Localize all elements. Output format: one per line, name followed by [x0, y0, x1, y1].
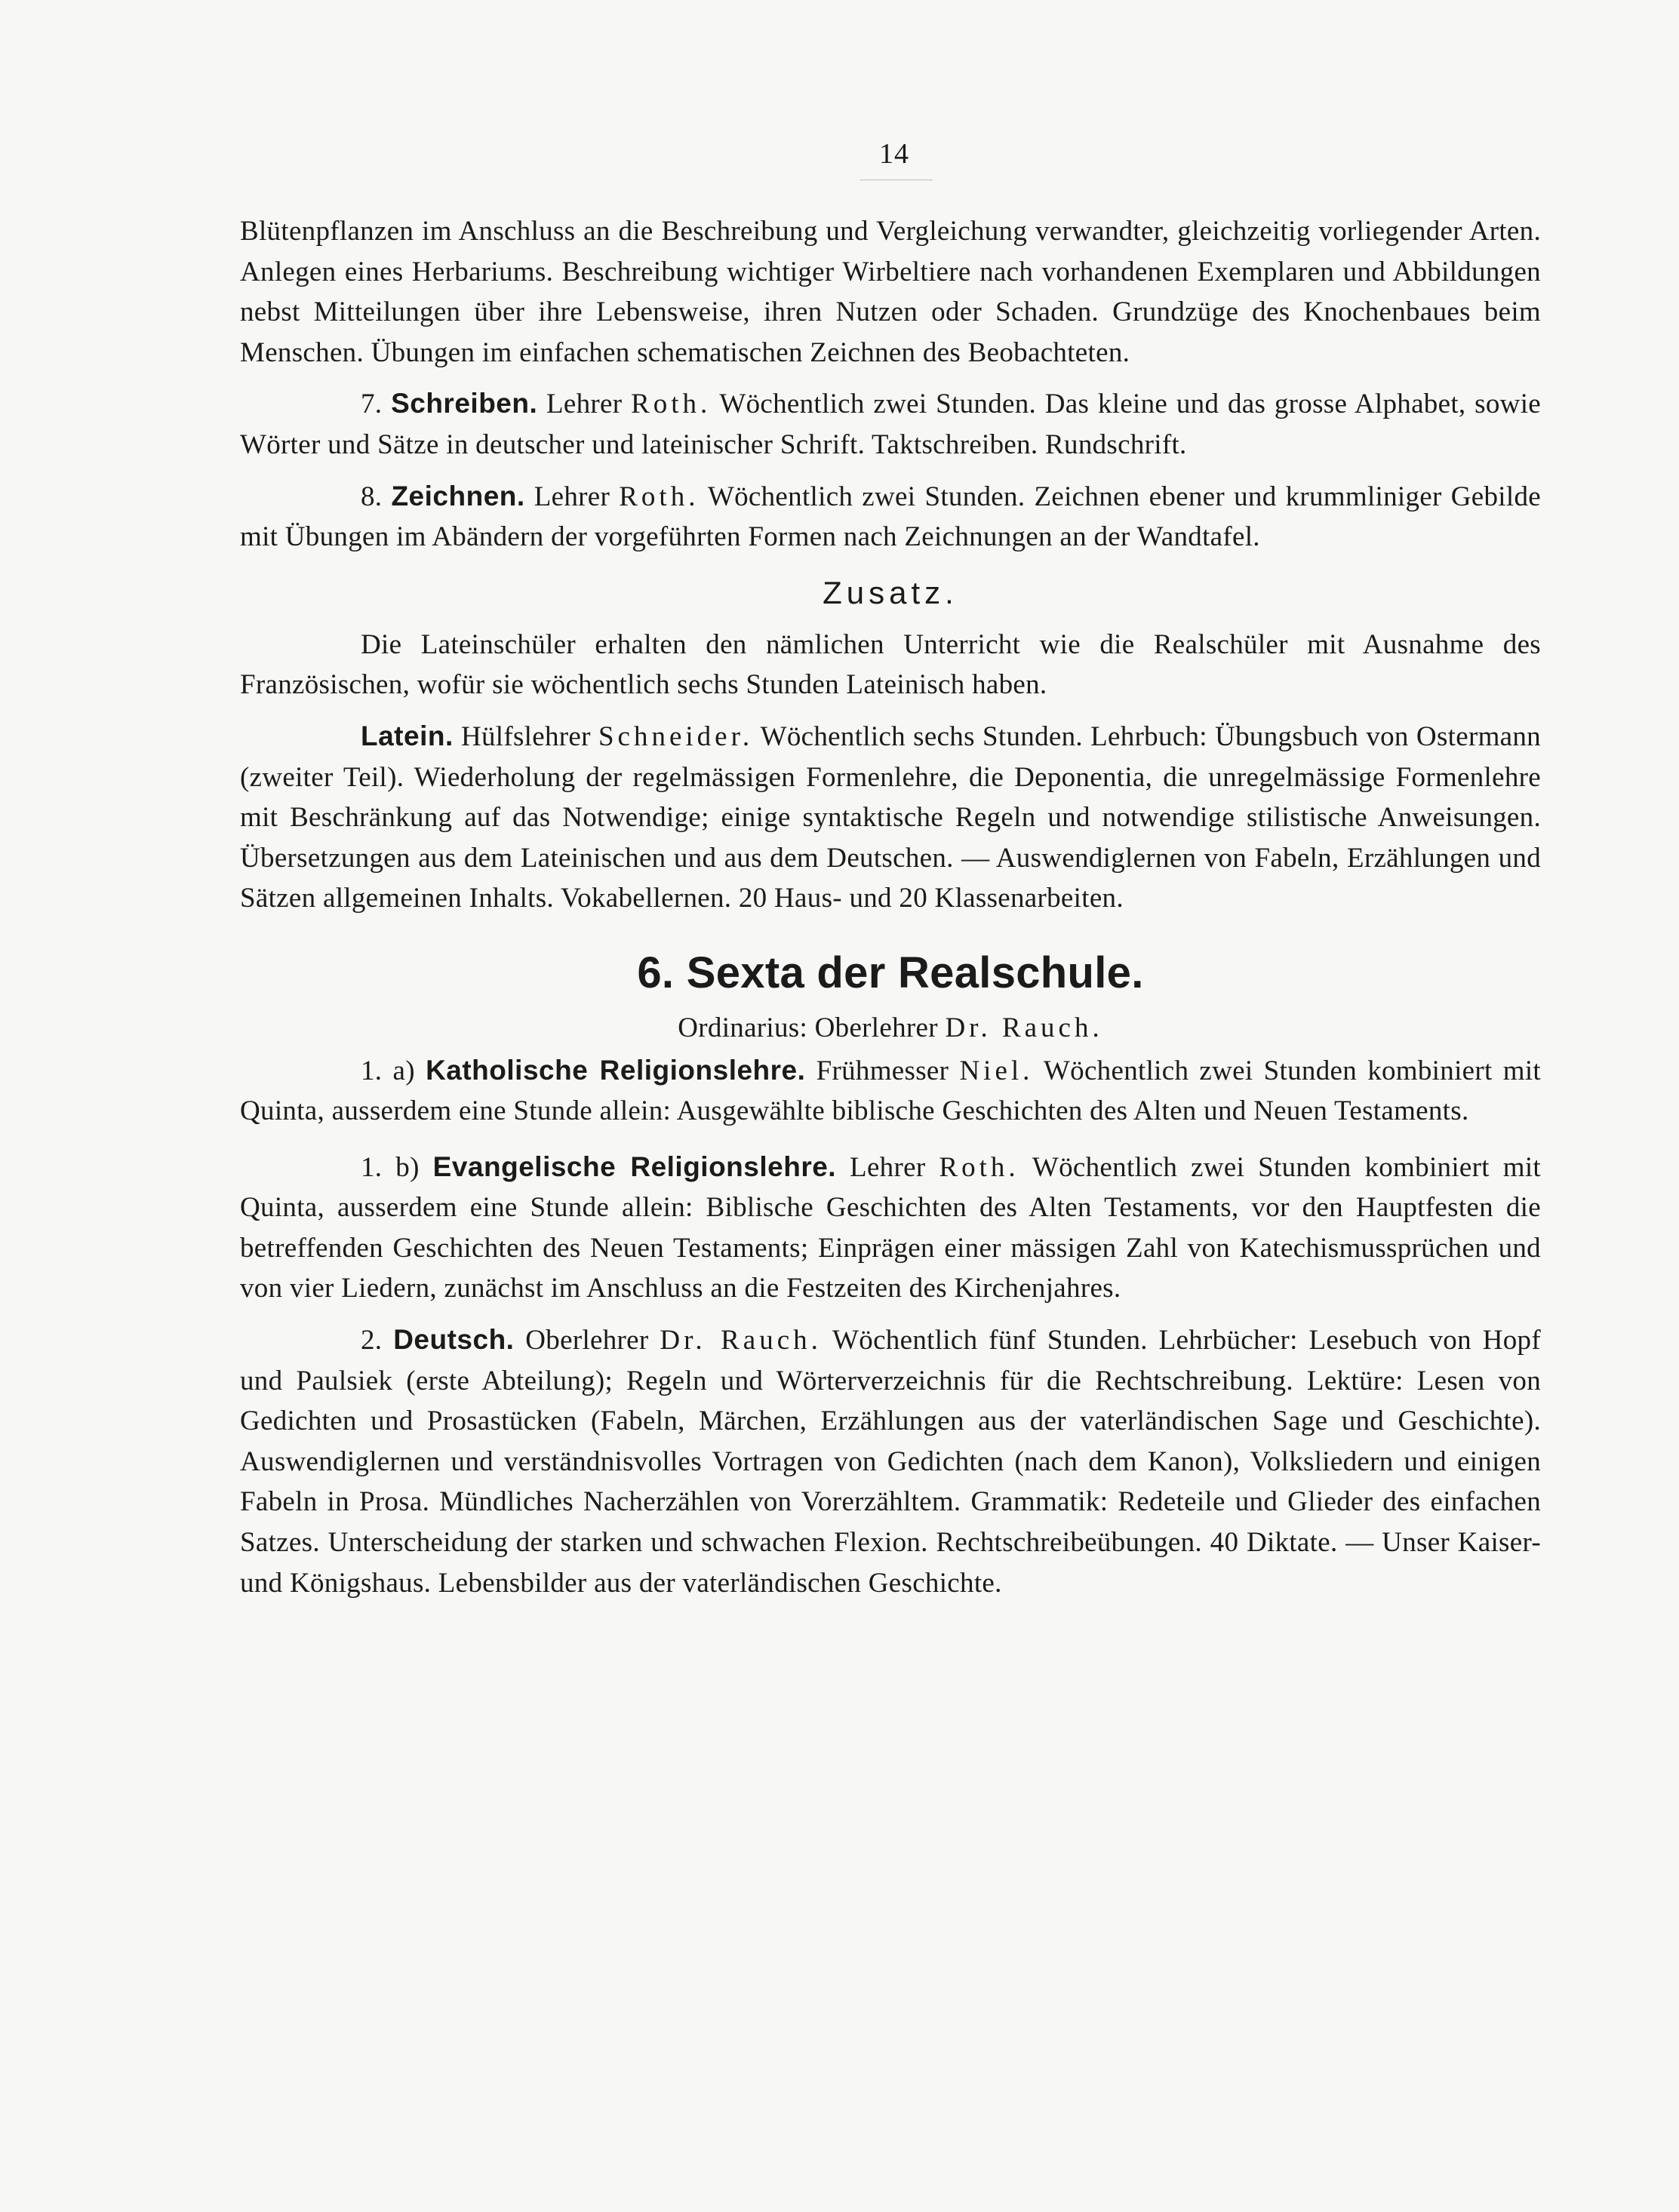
subject-title: Latein.: [361, 720, 454, 751]
subject-number: 7.: [361, 389, 383, 420]
subject-text: Wöchentlich zwei Stunden. Das kleine und das grosse Alphabet, sowie Wörter und Sätze in deutscher und lateinischer Schrift. Taktschreiben. Rundschrift.: [240, 389, 1541, 460]
subject-title: Deutsch.: [393, 1324, 515, 1356]
subject-latein: [240, 716, 1541, 919]
subject-evangelische-religion: [240, 1147, 1541, 1309]
teacher-name: Niel.: [959, 1055, 1034, 1086]
subject-text: Wöchentlich zwei Stunden kombiniert mit Quinta, ausserdem eine Stunde allein: Ausgewählte biblische Geschichten des Alten und Neuen Testaments.: [240, 1055, 1541, 1127]
subject-schreiben: [240, 383, 1541, 465]
ordinarius-line: [240, 1008, 1541, 1049]
subject-text: Wöchentlich fünf Stunden. Lehrbücher: Lesebuch von Hopf und Paulsiek (erste Abteilung); Regeln und Wörterverzeichnis für die Rechtschreibung. Lektüre: Lesen von Gedichten und Prosastücken (Fabeln, Märchen, Erzählungen aus der vaterländischen Sage und Geschichte). Auswendiglernen und verständnisvolles Vortragen von Gedichten (nach dem Kanon), Volksliedern und einigen Fabeln in Prosa. Mündliches Nacherzählen von Vorerzähltem. Grammatik: Redeteile und Glieder des einfachen Satzes. Unterscheidung der starken und schwachen Flexion. Rechtschreibeübungen. 40 Diktate. — Unser Kaiser- und Königshaus. Lebensbilder aus der vaterländischen Geschichte.: [240, 1325, 1541, 1599]
teacher-name: Roth.: [619, 481, 700, 512]
subject-number: 1. b): [361, 1151, 420, 1183]
subject-title: Schreiben.: [391, 388, 538, 419]
body-text: [240, 211, 1541, 1603]
intro-paragraph: Blütenpflanzen im Anschluss an die Beschreibung und Vergleichung verwandter, gleichzeitig vorliegender Arten. Anlegen eines Herbariums. Beschreibung wichtiger Wirbeltiere nach vorhandenen Exemplaren und Abbildungen nebst Mitteilungen über ihre Lebensweise, ihren Nutzen oder Schaden. Grundzüge des Knochenbaues beim Menschen. Übungen im einfachen schematischen Zeichnen des Beobachteten.: [240, 216, 1541, 368]
subject-title: Zeichnen.: [391, 480, 525, 512]
subject-deutsch: [240, 1320, 1541, 1603]
zusatz-heading: Zusatz.: [823, 574, 958, 610]
teacher-prefix: Hülfslehrer: [460, 720, 591, 752]
subject-katholische-religion: [240, 1050, 1541, 1132]
zusatz-text: Die Lateinschüler erhalten den nämlichen Unterricht wie die Realschüler mit Ausnahme des Französischen, wofür sie wöchentlich sechs Stunden Lateinisch haben.: [240, 628, 1541, 701]
teacher-name: Roth.: [631, 389, 712, 420]
ordinarius-prefix: Ordinarius: Oberlehrer: [678, 1012, 938, 1043]
subject-number: 1. a): [361, 1055, 415, 1086]
teacher-prefix: Lehrer: [534, 481, 610, 512]
subject-title: Katholische Religionslehre.: [426, 1054, 806, 1086]
subject-zeichnen: [240, 476, 1541, 558]
subject-text: Wöchentlich zwei Stunden kombiniert mit Quinta, ausserdem eine Stunde allein: Biblische Geschichten des Alten Testaments, vor den Hauptfesten die betreffenden Geschichten des Neuen Testaments; Einprägen einer mässigen Zahl von Katechismussprüchen und von vier Liedern, zunächst im Anschluss an die Festzeiten des Kirchenjahres.: [240, 1151, 1542, 1304]
subject-title: Evangelische Religionslehre.: [432, 1151, 837, 1182]
teacher-prefix: Oberlehrer: [525, 1325, 649, 1356]
teacher-prefix: Frühmesser: [816, 1055, 949, 1086]
section-title: 6. Sexta der Realschule.: [637, 948, 1144, 997]
teacher-name: Schneider.: [598, 720, 754, 752]
teacher-name: Roth.: [939, 1151, 1019, 1183]
page-number: 14: [879, 138, 909, 170]
teacher-prefix: Lehrer: [546, 389, 623, 420]
teacher-prefix: Lehrer: [850, 1151, 926, 1183]
subject-text: Wöchentlich sechs Stunden. Lehrbuch: Übungsbuch von Ostermann (zweiter Teil). Wiederholung der regelmässigen Formenlehre, die Deponentia, die unregelmässige Formenlehre mit Beschränkung auf das Notwendige; einige syntaktische Regeln und notwendige stilistische Anweisungen. Übersetzungen aus dem Lateinischen und aus dem Deutschen. — Auswendiglernen von Fabeln, Erzählungen und Sätzen allgemeinen Inhalts. Vokabellernen. 20 Haus- und 20 Klassenarbeiten.: [240, 720, 1541, 914]
ordinarius-name: Dr. Rauch.: [945, 1012, 1103, 1043]
subject-number: 2.: [361, 1325, 383, 1356]
subject-number: 8.: [361, 481, 383, 512]
teacher-name: Dr. Rauch.: [660, 1325, 822, 1356]
subject-text: Wöchentlich zwei Stunden. Zeichnen ebener und krummliniger Gebilde mit Übungen im Abändern der vorgeführten Formen nach Zeichnungen an der Wandtafel.: [240, 481, 1541, 553]
